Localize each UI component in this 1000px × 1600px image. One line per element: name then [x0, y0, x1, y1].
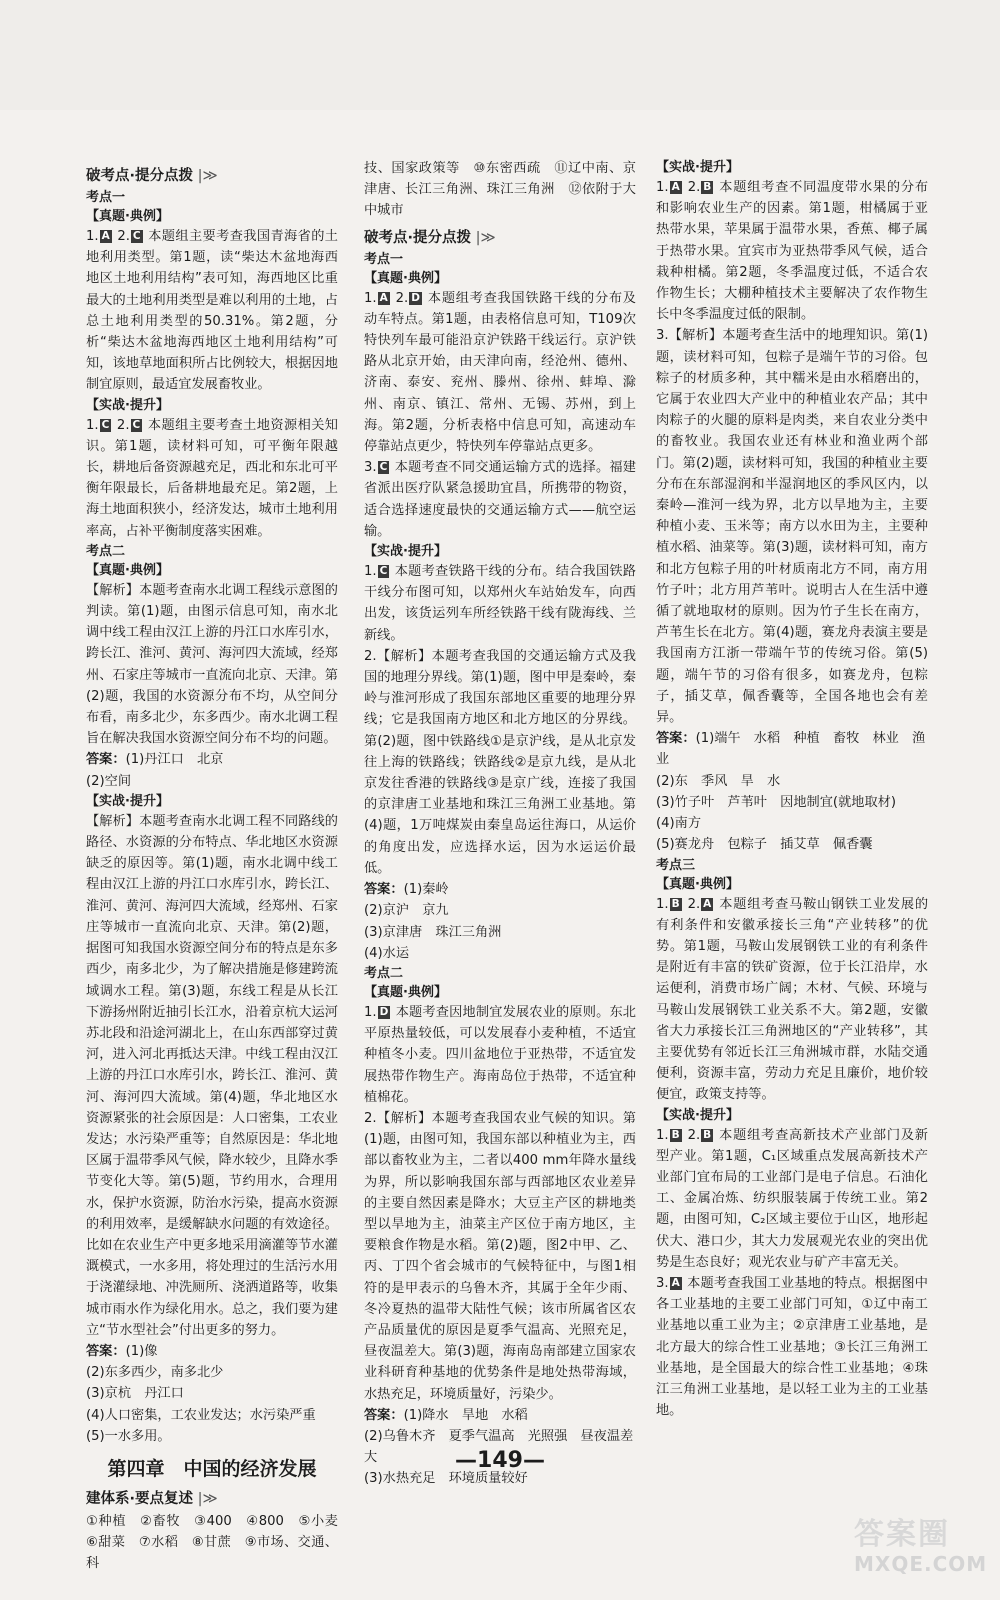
subsection-label: 【实战·提升】: [656, 1107, 739, 1123]
answer-box: A: [703, 897, 712, 910]
answer-paragraph: 1. A 2. D 本题组考查我国铁路干线的分布及动车特点。第1题，由表格信息可知，T109次特快列车最可能沿京沪铁路干线运行。京沪铁路从北京开始，由天津向南，经沧州、德州、济南、泰安、兖州、滕州、徐州、蚌埠、滁州、南京、镇江、常州、无锡、苏州，到上海。第2题，分析表格中信息可知，高速动车停靠站点更少，特快列车停靠站点更多。: [364, 290, 636, 455]
answer-line: (2)空间: [86, 773, 132, 789]
subsection-label: 【实战·提升】: [86, 397, 169, 413]
watermark-url: MXQE.COM: [854, 1552, 988, 1576]
answer-line: (3)竹子叶 芦苇叶 因地制宜(就地取材): [656, 794, 896, 810]
answer-line: (2)东多西少，南多北少: [86, 1365, 224, 1381]
answer-line: 答案：(1)降水 旱地 水稻: [364, 1407, 528, 1423]
subsection-label: 【实战·提升】: [86, 793, 169, 809]
kaodian-label: 考点一: [86, 190, 126, 205]
answer-box: C: [101, 418, 110, 431]
answer-line: (3)京杭 丹江口: [86, 1386, 184, 1402]
column-right: [656, 158, 928, 1421]
answer-box: A: [379, 291, 388, 304]
subsection-label: 【真题·典例】: [364, 984, 447, 1000]
answer-paragraph: 3. C 本题考查不同交通运输方式的选择。福建省派出医疗队紧急援助宜昌，所携带的物资，适合选择速度最快的交通运输方式——航空运输。: [364, 460, 636, 539]
answer-box: A: [101, 230, 110, 242]
answer-line: 答案：(1)秦岭: [364, 882, 449, 898]
answer-line: 答案：(1)像: [86, 1343, 158, 1359]
chapter-title: 第四章 中国的经济发展: [107, 1457, 317, 1480]
answer-paragraph: 1. B 2. B 本题组考查高新技术产业部门及新型产业。第1题，C₁区域重点发展高新技术产业部门宜布局的工业部门是电子信息。石油化工、金属冶炼、纺织服装属于传统工业。第2题，由图可知，C₂区域主要位于山区，地形起伏大、港口少，其大力发展观光农业的突出优势是生态良好；观光农业与矿产丰富无关。: [656, 1127, 928, 1270]
subsection-label: 【真题·典例】: [86, 562, 169, 578]
answer-line: 答案：(1)丹江口 北京: [86, 752, 224, 768]
section-header: 破考点·提分点拨 |≫: [86, 168, 218, 184]
header-arrow-icon: |≫: [193, 1490, 218, 1507]
subsection-label: 【真题·典例】: [656, 876, 739, 892]
header-arrow-icon: |≫: [193, 168, 218, 184]
column-left: [86, 160, 352, 1575]
analysis-paragraph: 3.【解析】本题考查生活中的地理知识。第(1)题，读材料可知，包粽子是端午节的习俗。包粽子的材质多种，其中糯米是由水稻磨出的，它属于农业四大产业中的种植业农产品；其中肉粽子的火腿的原料是肉类，来自农业分类中的畜牧业。我国农业还有林业和渔业两个部门。第(2)题，读材料可知，我国的种植业主要分布在东部湿润和半湿润地区的季风区内，以秦岭—淮河一线为界，北方以旱地为主，主要种植小麦、玉米等；南方以水田为主，主要种植水稻、油菜等。第(3)题，读材料可知，南方和北方包粽子用的叶材质南北方不同，南方用竹子叶；北方用芦苇叶。说明古人在生活中遵循了就地取材的原则。因为竹子生长在南方，芦苇生长在北方。第(4)题，赛龙舟表演主要是我国南方江浙一带端午节的传统习俗。第(5)题，端午节的习俗有很多，如赛龙舟，包粽子，插艾草，佩香囊等，全国各地也会有差异。: [656, 328, 928, 726]
answer-line: (4)南方: [656, 816, 702, 832]
answer-paragraph: 3. A 本题考查我国工业基地的特点。根据图中各工业基地的主要工业部门可知，①辽中南工业基地以重工业为主；②京津唐工业基地，是北方最大的综合性工业基地；③长江三角洲工业基地，是全国最大的综合性工业基地；④珠江三角洲工业基地，是以轻工业为主的工业基地。: [656, 1275, 928, 1419]
subsection-label: 【实战·提升】: [364, 544, 447, 560]
column-middle: [364, 158, 636, 1490]
analysis-paragraph: 【解析】本题考查南水北调工程线示意图的判读。第(1)题，由图示信息可知，南水北调中线工程由汉江上游的丹江口水库引水，跨长江、淮河、黄河、海河四大流域，经郑州、石家庄等城市一直流向北京、天津。第(2)题，我国的水资源分布不均，从空间分布看，南多北少，东多西少。南水北调工程旨在解决我国水资源空间分布不均的问题。: [86, 582, 338, 747]
answer-line: (3)水热充足 环境质量较好: [364, 1471, 528, 1487]
answer-paragraph: 1. A 2. C 本题组主要考查我国青海省的土地利用类型。第1题，读“柴达木盆地海西地区土地利用结构”表可知，海西地区比重最大的土地利用类型是难以利用的土地，占总土地利用类型的50.31%。第2题，分析“柴达木盆地海西地区土地利用结构”可知，该地草地面积所占比例较大，根据因地制宜原则，最适宜发展畜牧业。: [86, 229, 338, 393]
analysis-paragraph: 2.【解析】本题考查我国的交通运输方式及我国的地理分界线。第(1)题，图中甲是秦岭，秦岭与淮河形成了我国东部地区重要的地理分界线；它是我国南方地区和北方地区的分界线。第(2)题，图中铁路线①是京沪线，是从北京发往上海的铁路线；铁路线②是京九线，是从北京发往香港的铁路线③是京广线，连接了我国的京津唐工业基地和珠江三角洲工业基地。第(4)题，1万吨煤炭由秦皇岛运往海口，从运价的角度出发，应选择水运，因为水运运价最低。: [364, 648, 636, 876]
answer-box: C: [132, 230, 141, 242]
answer-paragraph: 1. C 本题考查铁路干线的分布。结合我国铁路干线分布图可知，以郑州火车站始发车，向西出发，该货运列车所经铁路干线有陇海线、兰新线。: [364, 564, 636, 643]
answer-box: C: [379, 565, 388, 578]
answer-line: (2)东 季风 旱 水: [656, 773, 781, 789]
kaodian-label: 考点一: [364, 251, 404, 267]
answer-paragraph: 1. C 2. C 本题组主要考查土地资源相关知识。第1题，读材料可知，可平衡年限越长，耕地后备资源越充足，西北和东北可平衡年限最长，后备耕地最充足。第2题，上海土地面积狭小，经济发达，城市土地利用率高，占补平衡制度落实困难。: [86, 417, 338, 539]
page-number: —149—: [455, 1448, 545, 1473]
answer-line: (4)水运: [364, 945, 410, 961]
answer-box: B: [703, 1128, 712, 1141]
answer-paragraph: 1. D 本题考查因地制宜发展农业的原则。东北平原热量较低，可以发展春小麦种植，不适宜种植冬小麦。四川盆地位于亚热带，不适宜发展热带作物生产。海南岛位于热带，不适宜种植棉花。: [364, 1004, 636, 1105]
answer-box: B: [671, 1128, 680, 1141]
answer-box: B: [671, 897, 680, 910]
answer-box: D: [379, 1005, 389, 1018]
answer-paragraph: 1. B 2. A 本题组考查马鞍山钢铁工业发展的有利条件和安徽承接长三角“产业转移”的优势。第1题，马鞍山发展钢铁工业的有利条件是附近有丰富的铁矿资源，位于长江沿岸，水运便利，消费市场广阔；木材、气候、环境与马鞍山发展钢铁工业关系不大。第2题，安徽省大力承接长江三角洲地区的“产业转移”，其主要优势有邻近长江三角洲城市群，水陆交通便利，资源丰富，劳动力充足且廉价，地价较便宜，政策支持等。: [656, 896, 929, 1103]
answer-box: A: [671, 1276, 680, 1289]
answer-paragraph: 1. A 2. B 本题组考查不同温度带水果的分布和影响农业生产的因素。第1题，柑橘属于亚热带水果，苹果属于温带水果，香蕉、椰子属于热带水果。宜宾市为亚热带季风气候，适合栽种柑橘。第2题，冬季温度过低，不适合农作物生长；大棚种植技术主要解决了农作物生长中冬季温度过低的限制。: [656, 180, 929, 323]
answer-line: (5)赛龙舟 包粽子 插艾草 佩香囊: [656, 837, 873, 853]
watermark-text: 答案圈: [854, 1517, 950, 1552]
kaodian-label: 考点二: [364, 965, 404, 981]
answer-box: B: [703, 181, 712, 193]
subsection-label: 【真题·典例】: [86, 209, 169, 224]
section-header: 破考点·提分点拨 |≫: [364, 229, 496, 246]
answer-line: (2)京沪 京九: [364, 903, 449, 919]
watermark-logo: [854, 1517, 988, 1582]
answer-box: A: [671, 181, 680, 193]
analysis-paragraph: 2.【解析】本题考查我国农业气候的知识。第(1)题，由图可知，我国东部以种植业为主，西部以畜牧业为主，二者以400 mm年降水量线为界，所以影响我国东部与西部地区农业差异的主要自然因素是降水；大豆主产区的耕地类型以旱地为主，油菜主产区位于南方地区，主要粮食作物是水稻。第(2)题，图2中甲、乙、丙、丁四个省会城市的气候特征中，与图1相符的是甲表示的乌鲁木齐，其属于全年少雨、冬冷夏热的温带大陆性气候；该市所属省区农产品质量优的原因是夏季气温高、光照充足，昼夜温差大。第(3)题，海南岛南部建立国家农业科研育种基地的优势条件是地处热带海域，水热充足，环境质量好，污染少。: [364, 1110, 636, 1402]
header-arrow-icon: |≫: [471, 229, 496, 246]
answer-box: D: [411, 291, 420, 304]
analysis-paragraph: 【解析】本题考查南水北调工程不同路线的路径、水资源的分布特点、华北地区水资源缺乏的原因等。第(1)题，南水北调中线工程由汉江上游的丹江口水库引水，跨长江、淮河、黄河、海河四大流域，经郑州、石家庄等城市一直流向北京、天津。第(2)题，据图可知我国水资源空间分布的特点是东多西少，南多北少，为了解决措施是修建跨流域调水工程。第(3)题，东线工程是从长江下游扬州附近抽引长江水，沿着京杭大运河苏北段和沿途河湖北上，在山东西部穿过黄河，进入河北再抵达天津。中线工程由汉江上游的丹江口水库引水，跨长江、淮河、黄河、海河四大流域。第(4)题，华北地区水资源紧张的社会原因是：人口密集，工农业发达；水污染严重等；自然原因是：华北地区属于温带季风气候，降水较少，且降水季节变化大等。第(5)题，节约用水，合理用水，保护水资源，防治水污染，提高水资源的利用效率，是缓解缺水问题的有效途径。比如在农业生产中更多地采用滴灌等节水灌溉模式，一水多用，将处理过的生活污水用于浇灌绿地、冲洗厕所、浇洒道路等，收集城市雨水作为绿化用水。总之，我们要为建立“节水型社会”付出更多的努力。: [86, 813, 338, 1338]
answer-box: C: [379, 461, 388, 474]
subsection-label: 【实战·提升】: [656, 160, 739, 175]
answer-line: (2)乌鲁木齐 夏季气温高 光照强 昼夜温差大: [364, 1428, 634, 1466]
kaodian-label: 考点二: [86, 543, 126, 559]
answer-line: (3)京津唐 珠江三角洲: [364, 924, 502, 940]
subsection-label: 【真题·典例】: [364, 270, 447, 286]
answer-box: C: [132, 418, 141, 431]
summary-paragraph: 技、国家政策等 ⑩东密西疏 ⑪辽中南、京津唐、长江三角洲、珠江三角洲 ⑫依附于大中城市: [364, 161, 636, 219]
answer-line: 答案：(1)端午 水稻 种植 畜牧 林业 渔业: [656, 731, 926, 768]
kaodian-label: 考点三: [656, 857, 696, 873]
answer-line: (5)一水多用。: [86, 1428, 171, 1444]
top-margin: [0, 0, 1000, 110]
summary-paragraph: ①种植 ②畜牧 ③400 ④800 ⑤小麦 ⑥甜菜 ⑦水稻 ⑧甘蔗 ⑨市场、交通、科: [86, 1513, 352, 1572]
answer-line: (4)人口密集，工农业发达；水污染严重: [86, 1407, 316, 1423]
section-header: 建体系·要点复述 |≫: [86, 1490, 218, 1507]
